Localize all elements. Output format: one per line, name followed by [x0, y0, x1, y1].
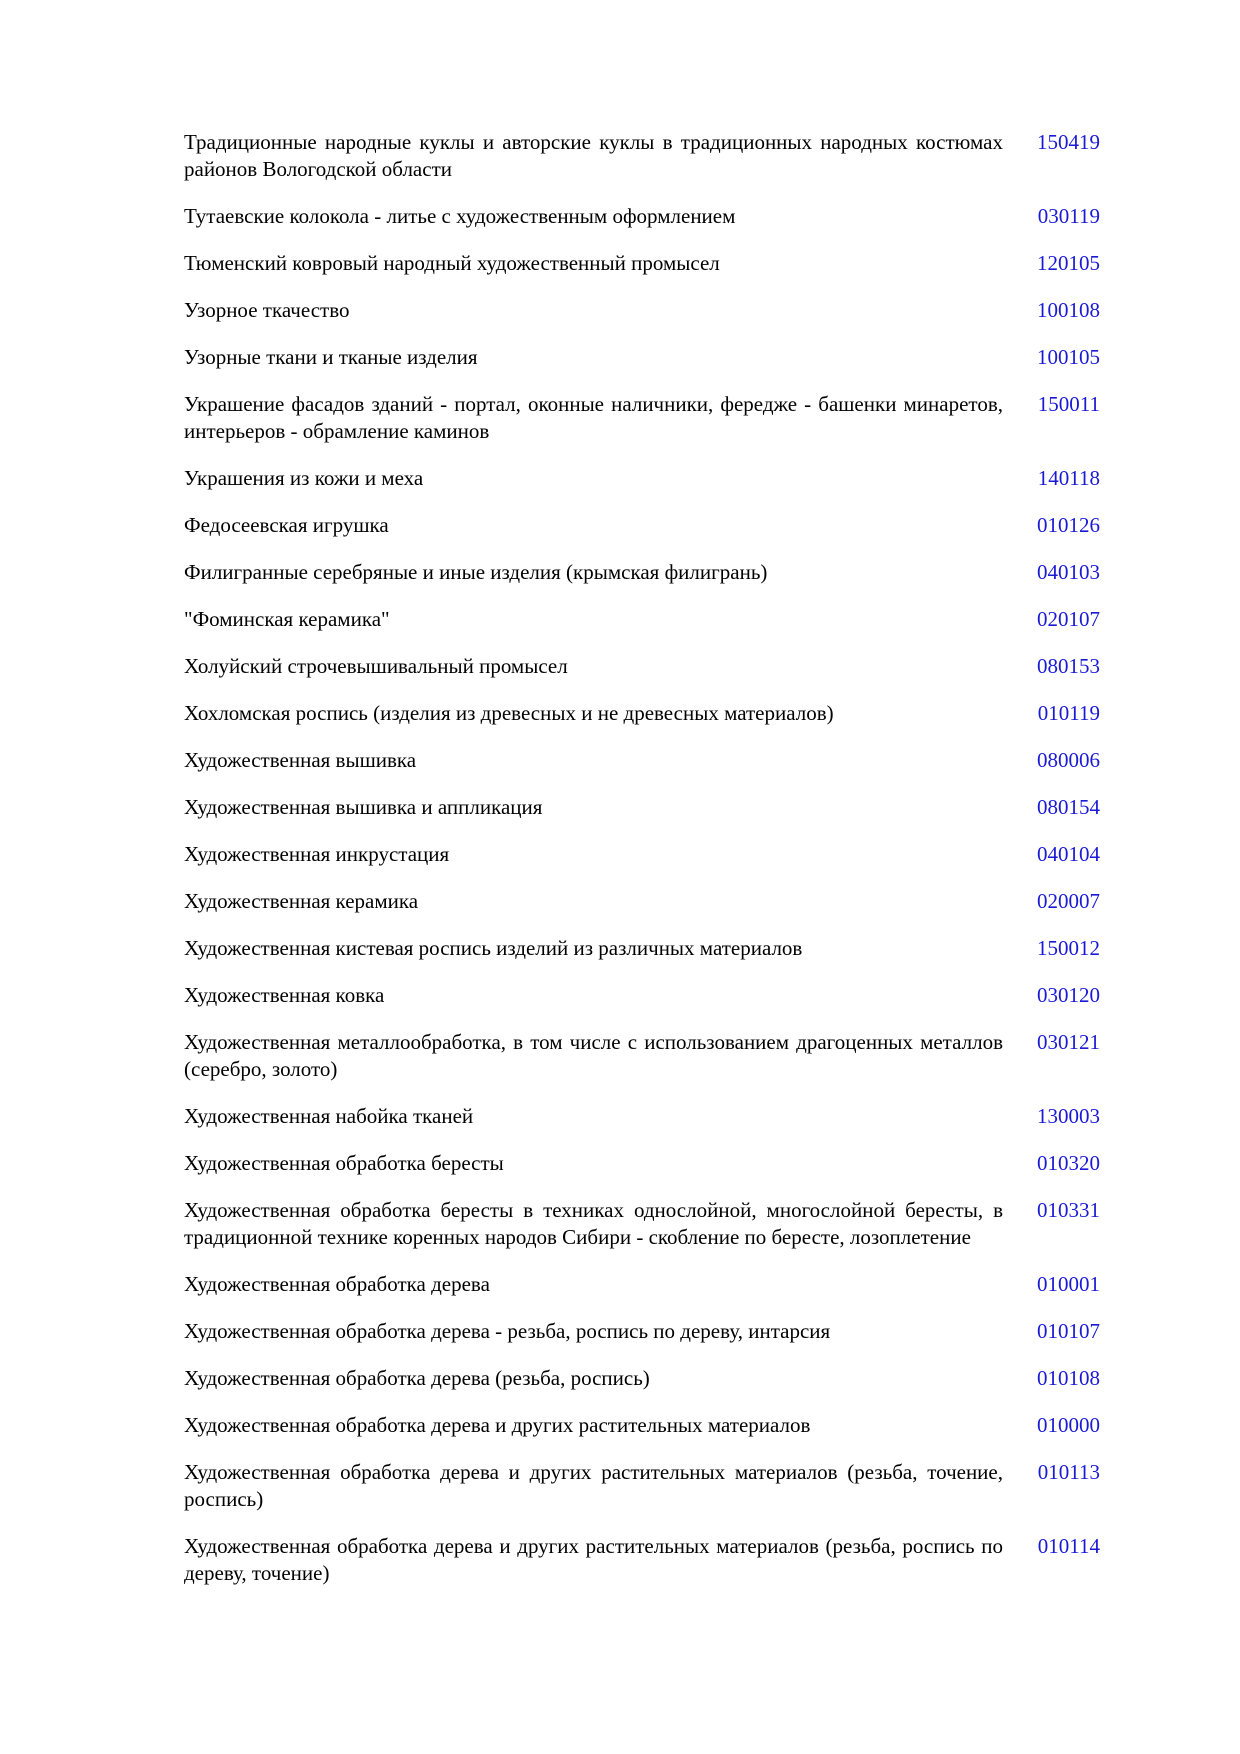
list-item: [184, 203, 1100, 230]
entry-code-link[interactable]: 010108: [1037, 1366, 1100, 1390]
entry-name: Украшение фасадов зданий - портал, оконные наличники, фередже - башенки минаретов, интерьеров - обрамление каминов: [184, 392, 1003, 443]
entry-name: Художественная вышивка: [184, 748, 417, 772]
list-item: [184, 841, 1100, 868]
entry-name: Художественная обработка дерева и других растительных материалов (резьба, точение, роспись): [184, 1460, 1003, 1511]
list-item: [184, 1271, 1100, 1298]
entry-name: Художественная набойка тканей: [184, 1104, 474, 1128]
list-item: [184, 1029, 1100, 1083]
entry-name: Художественная обработка дерева и других растительных материалов (резьба, роспись по дереву, точение): [184, 1534, 1003, 1585]
entry-code-link[interactable]: 010126: [1037, 513, 1100, 537]
list-item: [184, 1197, 1100, 1251]
list-item: [184, 1150, 1100, 1177]
entry-code-link[interactable]: 140118: [1037, 466, 1100, 490]
entry-code-link[interactable]: 150012: [1037, 936, 1100, 960]
entry-name: "Фоминская керамика": [184, 607, 390, 631]
entry-name: Узорные ткани и тканые изделия: [184, 345, 478, 369]
entry-name: Художественная обработка дерева: [184, 1272, 490, 1296]
entry-code-link[interactable]: 040104: [1037, 842, 1100, 866]
entry-code-link[interactable]: 010001: [1037, 1272, 1100, 1296]
entry-name: Художественная керамика: [184, 889, 419, 913]
list-item: [184, 512, 1100, 539]
entry-code-link[interactable]: 010331: [1037, 1198, 1100, 1222]
entry-code-link[interactable]: 130003: [1037, 1104, 1100, 1128]
entry-code-link[interactable]: 010107: [1037, 1319, 1100, 1343]
entry-code-link[interactable]: 040103: [1037, 560, 1100, 584]
list-item: [184, 391, 1100, 445]
list-item: [184, 935, 1100, 962]
entry-name: Художественная обработка дерева - резьба, роспись по дереву, интарсия: [184, 1319, 831, 1343]
list-item: [184, 1533, 1100, 1587]
list-item: [184, 129, 1100, 183]
entry-code-link[interactable]: 010114: [1037, 1534, 1100, 1558]
entry-name: Художественная обработка дерева и других растительных материалов: [184, 1413, 811, 1437]
list-item: [184, 1412, 1100, 1439]
entry-code-link[interactable]: 100105: [1037, 345, 1100, 369]
entry-name: Тутаевские колокола - литье с художественным оформлением: [184, 204, 736, 228]
entry-name: Тюменский ковровый народный художественный промысел: [184, 251, 720, 275]
entry-name: Холуйский строчевышивальный промысел: [184, 654, 568, 678]
entry-code-link[interactable]: 080006: [1037, 748, 1100, 772]
list-item: [184, 700, 1100, 727]
list-item: [184, 559, 1100, 586]
entry-name: Хохломская роспись (изделия из древесных и не древесных материалов): [184, 701, 834, 725]
entry-name: Традиционные народные куклы и авторские куклы в традиционных народных костюмах районов Вологодской области: [184, 130, 1003, 181]
entry-code-link[interactable]: 020007: [1037, 889, 1100, 913]
entry-code-link[interactable]: 150011: [1037, 392, 1100, 416]
entry-code-link[interactable]: 030121: [1037, 1030, 1100, 1054]
list-item: [184, 465, 1100, 492]
entry-name: Филигранные серебряные и иные изделия (крымская филигрань): [184, 560, 768, 584]
entry-name: Художественная вышивка и аппликация: [184, 795, 543, 819]
entry-code-link[interactable]: 030120: [1037, 983, 1100, 1007]
list-item: [184, 1318, 1100, 1345]
entry-name: Федосеевская игрушка: [184, 513, 389, 537]
entry-name: Украшения из кожи и меха: [184, 466, 424, 490]
entry-name: Художественная обработка бересты: [184, 1151, 504, 1175]
entry-name: Художественная кистевая роспись изделий из различных материалов: [184, 936, 803, 960]
entry-name: Художественная инкрустация: [184, 842, 450, 866]
list-item: [184, 888, 1100, 915]
entry-list: [184, 129, 1100, 1607]
entry-code-link[interactable]: 030119: [1037, 204, 1100, 228]
list-item: [184, 606, 1100, 633]
entry-name: Художественная обработка дерева (резьба, роспись): [184, 1366, 650, 1390]
entry-code-link[interactable]: 100108: [1037, 298, 1100, 322]
entry-name: Художественная металлообработка, в том числе с использованием драгоценных металлов (серебро, золото): [184, 1030, 1003, 1081]
entry-name: Художественная обработка бересты в техниках однослойной, многослойной бересты, в традиционной технике коренных народов Сибири - скобление по бересте, лозоплетение: [184, 1198, 1003, 1249]
list-item: [184, 747, 1100, 774]
entry-code-link[interactable]: 010119: [1037, 701, 1100, 725]
list-item: [184, 250, 1100, 277]
list-item: [184, 794, 1100, 821]
list-item: [184, 1365, 1100, 1392]
entry-code-link[interactable]: 010320: [1037, 1151, 1100, 1175]
entry-code-link[interactable]: 010113: [1037, 1460, 1100, 1484]
entry-code-link[interactable]: 080154: [1037, 795, 1100, 819]
list-item: [184, 1459, 1100, 1513]
list-item: [184, 653, 1100, 680]
list-item: [184, 1103, 1100, 1130]
entry-code-link[interactable]: 150419: [1037, 130, 1100, 154]
entry-code-link[interactable]: 120105: [1037, 251, 1100, 275]
entry-code-link[interactable]: 080153: [1037, 654, 1100, 678]
entry-code-link[interactable]: 020107: [1037, 607, 1100, 631]
list-item: [184, 982, 1100, 1009]
list-item: [184, 297, 1100, 324]
entry-name: Художественная ковка: [184, 983, 385, 1007]
list-item: [184, 344, 1100, 371]
entry-code-link[interactable]: 010000: [1037, 1413, 1100, 1437]
entry-name: Узорное ткачество: [184, 298, 350, 322]
